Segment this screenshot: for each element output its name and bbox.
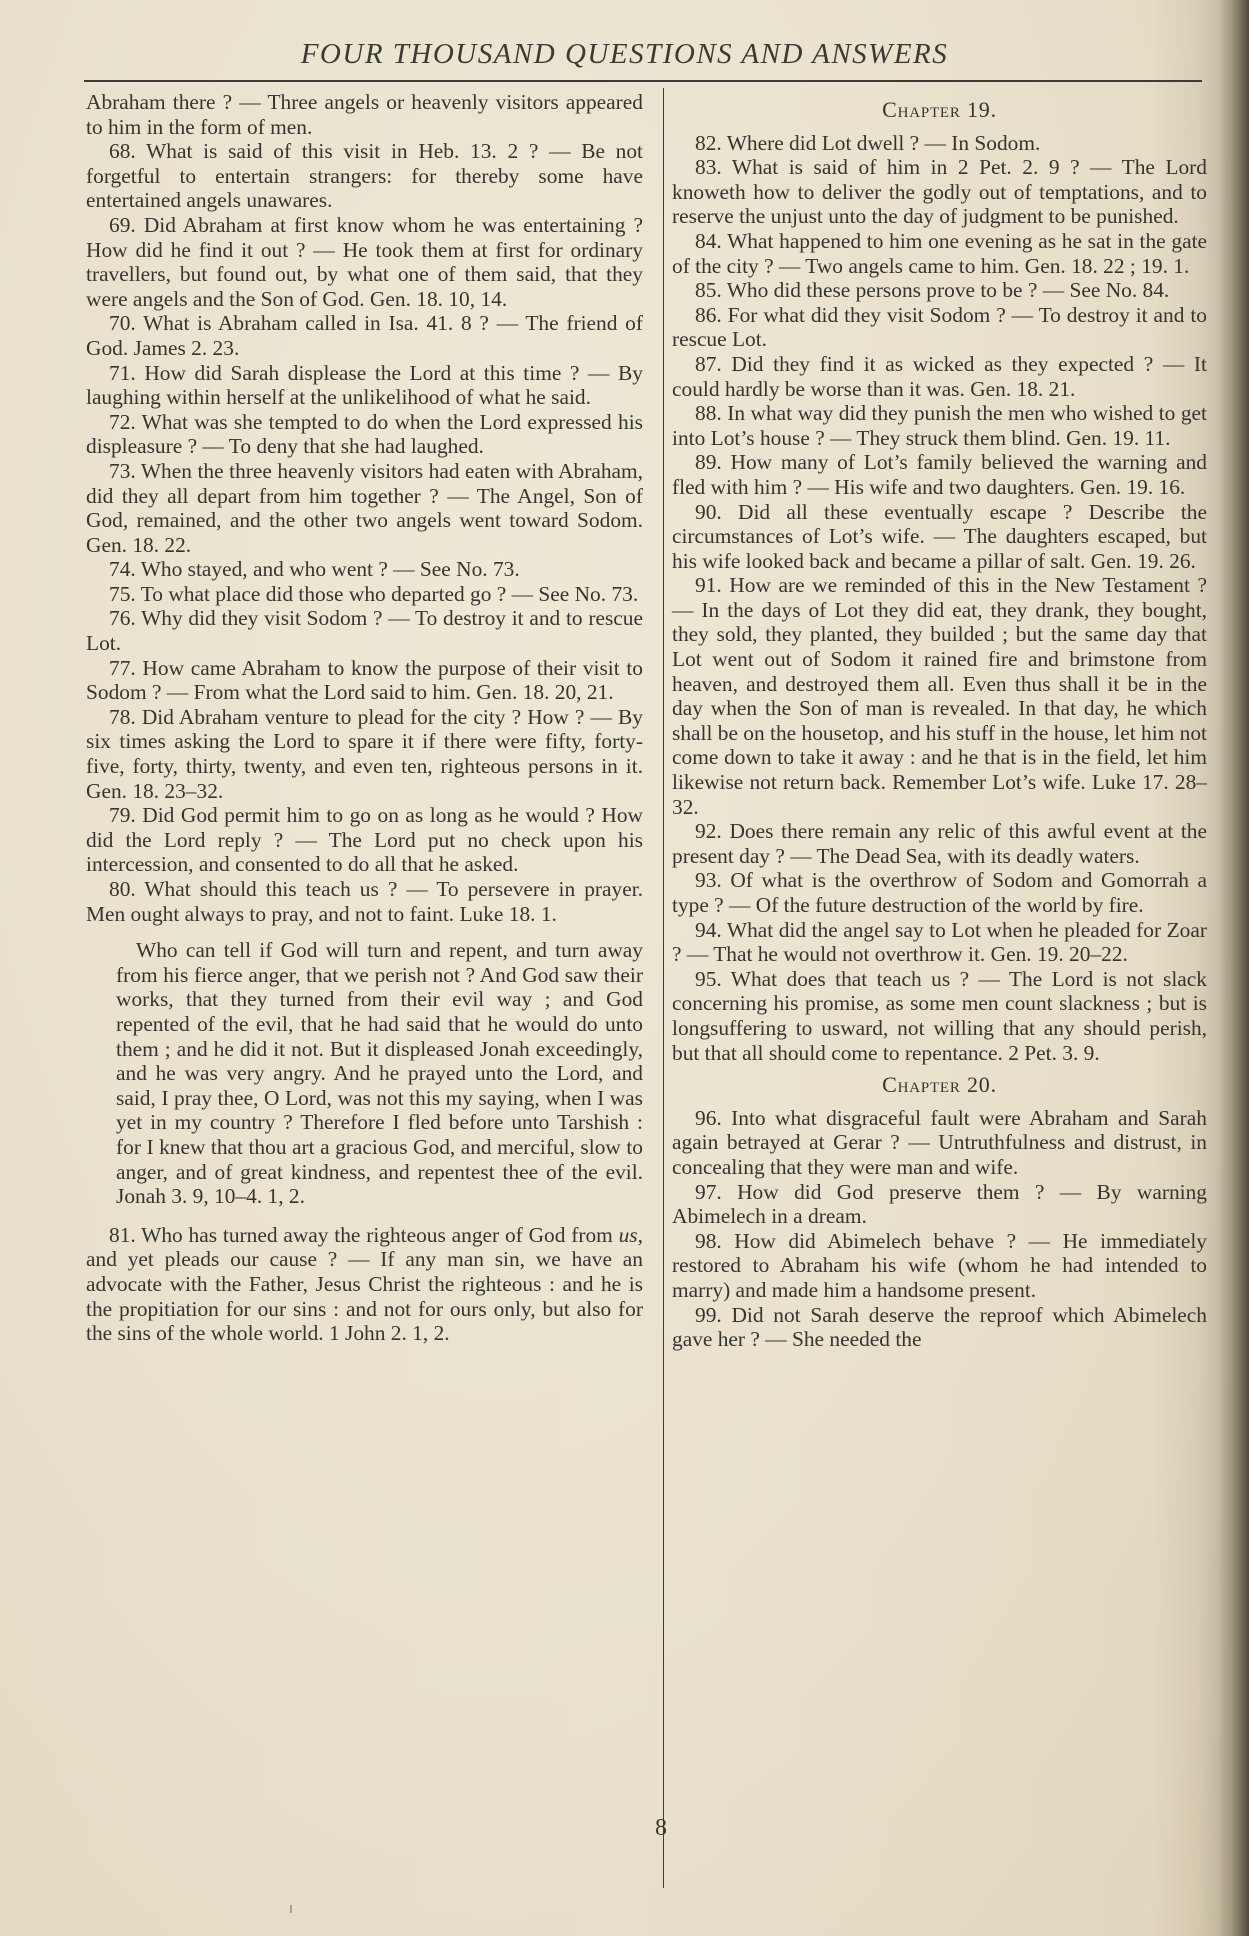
right-column — [672, 90, 1207, 1352]
qa-entry: 78. Did Abraham venture to plead for the city ? How ? — By six times asking the Lord to spare it if there were fifty, forty-five, forty, thirty, twenty, and even ten, righteous persons in it. Gen. 18. 23–32. — [86, 704, 643, 803]
chapter-heading: Chapter 20. — [882, 1072, 997, 1098]
qa-entry: 91. How are we reminded of this in the New Testament ? — In the days of Lot they did eat, they drank, they bought, they sold, they planted, they builded ; but the same day that Lot went out of Sodom it rained fire and brimstone from heaven, and destroyed them all. Even thus shall it be in the day when the Son of man is revealed. In that day, he which shall be on the housetop, and his stuff in the house, let him not come down to take it away : and he that is in the field, let him likewise not return back. Remember Lot’s wife. Luke 17. 28–32. — [672, 573, 1207, 819]
qa-entry-text: , and yet pleads our cause ? — If any man sin, we have an advocate with the Father, Jesus Christ the righteous : and he is the propitiation for our sins : and not for ours only, but also for the sins of the whole world. 1 John 2. 1, 2. — [86, 1222, 643, 1346]
qa-entry: 97. How did God preserve them ? — By warning Abimelech in a dream. — [672, 1179, 1207, 1229]
qa-entry: 69. Did Abraham at first know whom he was entertaining ? How did he find it out ? — He took them at first for ordinary travellers, but found out, by what one of them said, that they were angels and the Son of God. Gen. 18. 10, 14. — [86, 212, 643, 311]
qa-entry: Abraham there ? — Three angels or heavenly visitors appeared to him in the form of men. — [86, 90, 643, 139]
qa-entry: 95. What does that teach us ? — The Lord is not slack concerning his promise, as some men count slackness ; but is longsuffering to usward, not willing that any should perish, but that all should come to repentance. 2 Pet. 3. 9. — [672, 966, 1207, 1065]
qa-entry: 77. How came Abraham to know the purpose of their visit to Sodom ? — From what the Lord said to him. Gen. 18. 20, 21. — [86, 655, 643, 705]
qa-entry: 84. What happened to him one evening as he sat in the gate of the city ? — Two angels came to him. Gen. 18. 22 ; 19. 1. — [672, 228, 1207, 278]
qa-entry: 98. How did Abimelech behave ? — He immediately restored to Abraham his wife (whom he had intended to marry) and made him a handsome present. — [672, 1228, 1207, 1302]
qa-entry: 85. Who did these persons prove to be ? — See No. 84. — [695, 278, 1170, 303]
scripture-quote: Who can tell if God will turn and repent, and turn away from his fierce anger, that we perish not ? And God saw their works, that they turned from their evil way ; and God repented of the evil, that he had said that he would do unto them ; and he did it not. But it displeased Jonah exceedingly, and he was very angry. And he prayed unto the Lord, and said, I pray thee, O Lord, was not this my saying, when I was yet in my country ? Therefore I fled before unto Tarshish : for I knew that thou art a gracious God, and merciful, slow to anger, and of great kindness, and repentest thee of the evil. Jonah 3. 9, 10–4. 1, 2. — [116, 938, 643, 1209]
qa-entry: 71. How did Sarah displease the Lord at this time ? — By laughing within herself at the unlikelihood of what he said. — [86, 360, 643, 410]
left-entries — [86, 90, 643, 926]
qa-entry: 83. What is said of him in 2 Pet. 2. 9 ? — The Lord knoweth how to deliver the godly out of temptations, and to reserve the unjust unto the day of judgment to be punished. — [672, 155, 1207, 229]
emphasized-word: us — [618, 1222, 638, 1247]
qa-entry: 79. Did God permit him to go on as long as he would ? How did the Lord reply ? — The Lord put no check upon his intercession, and consented to do all that he asked. — [86, 803, 643, 877]
chapter-heading: Chapter 19. — [882, 97, 997, 122]
qa-entry-text: 81. Who has turned away the righteous anger of God from — [109, 1222, 619, 1247]
qa-entry: 89. How many of Lot’s family believed the warning and fled with him ? — His wife and two daughters. Gen. 19. 16. — [672, 450, 1207, 499]
running-head: FOUR THOUSAND QUESTIONS AND ANSWERS — [300, 38, 949, 70]
qa-entry: 75. To what place did those who departed go ? — See No. 73. — [109, 581, 639, 606]
qa-entry: 74. Who stayed, and who went ? — See No. 73. — [109, 557, 520, 582]
qa-entry: 82. Where did Lot dwell ? — In Sodom. — [695, 130, 1041, 155]
qa-entry: 93. Of what is the overthrow of Sodom and Gomorrah a type ? — Of the future destruction of the world by fire. — [672, 868, 1207, 917]
qa-entry: 96. Into what disgraceful fault were Abraham and Sarah again betrayed at Gerar ? — Untruthfulness and distrust, in concealing that they were man and wife. — [672, 1105, 1207, 1179]
header-rule — [84, 80, 1202, 82]
qa-entry: 99. Did not Sarah deserve the reproof which Abimelech gave her ? — She needed the — [672, 1302, 1207, 1352]
book-spine-shadow — [1219, 0, 1249, 1936]
qa-entry: 87. Did they find it as wicked as they expected ? — It could hardly be worse than it was. Gen. 18. 21. — [672, 351, 1207, 401]
column-divider — [663, 88, 664, 1888]
page-number: 8 — [655, 1815, 667, 1841]
paper-mark — [290, 1905, 292, 1913]
left-column — [86, 90, 643, 1346]
qa-entry — [86, 1223, 643, 1346]
qa-entry: 86. For what did they visit Sodom ? — To destroy it and to rescue Lot. — [672, 302, 1207, 352]
qa-entry: 70. What is Abraham called in Isa. 41. 8 ? — The friend of God. James 2. 23. — [86, 311, 643, 360]
qa-entry: 73. When the three heavenly visitors had eaten with Abraham, did they all depart from him together ? — The Angel, Son of God, remained, and the other two angels went toward Sodom. Gen. 18. 22. — [86, 458, 643, 557]
qa-entry: 90. Did all these eventually escape ? Describe the circumstances of Lot’s wife. — The daughters escaped, but his wife looked back and became a pillar of salt. Gen. 19. 26. — [672, 499, 1207, 573]
qa-entry: 80. What should this teach us ? — To persevere in prayer. Men ought always to pray, and not to faint. Luke 18. 1. — [86, 877, 643, 926]
qa-entry: 88. In what way did they punish the men who wished to get into Lot’s house ? — They struck them blind. Gen. 19. 11. — [672, 401, 1207, 450]
qa-entry: 94. What did the angel say to Lot when he pleaded for Zoar ? — That he would not overthrow it. Gen. 19. 20–22. — [672, 917, 1207, 967]
qa-entry: 68. What is said of this visit in Heb. 13. 2 ? — Be not forgetful to entertain strangers: for thereby some have entertained angels unawares. — [86, 139, 643, 213]
qa-entry: 72. What was she tempted to do when the Lord expressed his displeasure ? — To deny that she had laughed. — [86, 409, 643, 459]
qa-entry: 92. Does there remain any relic of this awful event at the present day ? — The Dead Sea, with its deadly waters. — [672, 819, 1207, 868]
qa-entry: 76. Why did they visit Sodom ? — To destroy it and to rescue Lot. — [86, 606, 643, 656]
